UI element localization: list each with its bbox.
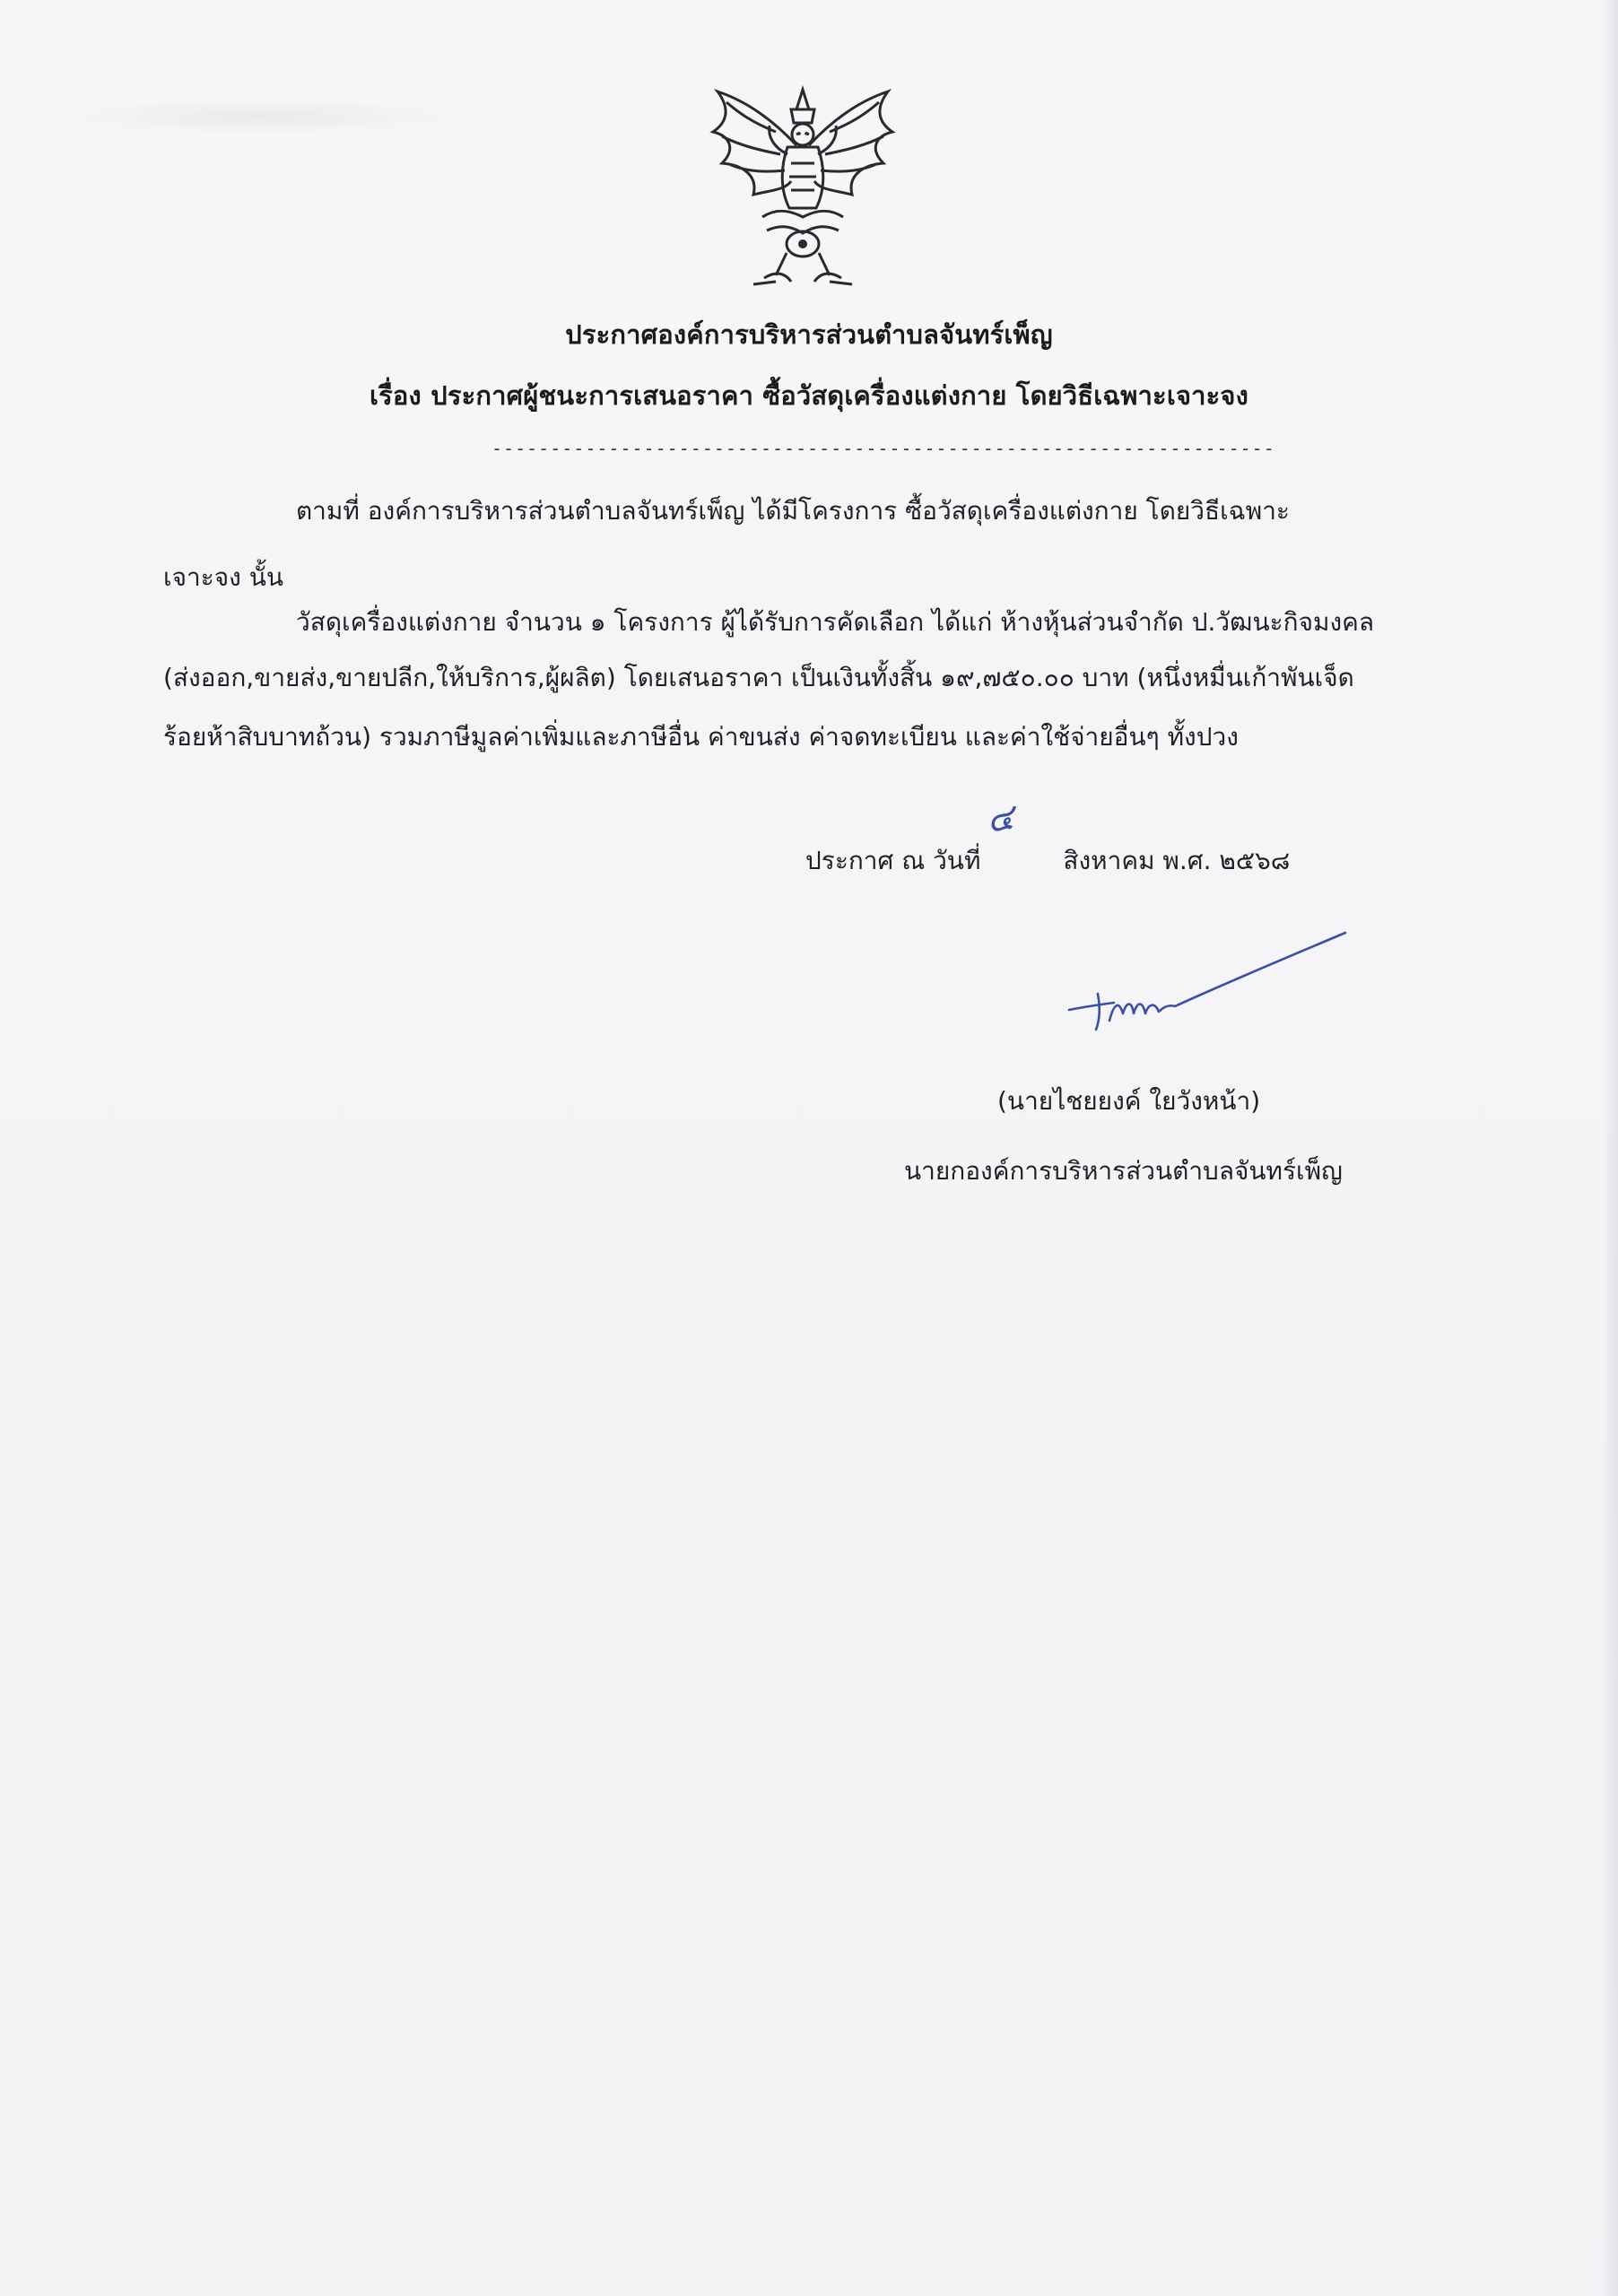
- paragraph-1-line-1: ตามที่ องค์การบริหารส่วนตำบลจันทร์เพ็ญ ได้มีโครงการ ซื้อวัสดุเครื่องแต่งกาย โดยวิธีเฉพาะ: [296, 496, 1290, 526]
- handwritten-day: ๔: [984, 796, 1017, 841]
- paragraph-2-line-3: ร้อยห้าสิบบาทถ้วน) รวมภาษีมูลค่าเพิ่มและภาษีอื่น ค่าขนส่ง ค่าจดทะเบียน และค่าใช้จ่ายอื่นๆ ทั้งปวง: [163, 722, 1239, 752]
- signer-position: นายกองค์การบริหารส่วนตำบลจันทร์เพ็ญ: [904, 1156, 1343, 1186]
- scan-smudge: [54, 99, 466, 135]
- garuda-emblem-icon: [691, 83, 915, 298]
- signature-image: [1060, 931, 1356, 1039]
- announcement-title: ประกาศองค์การบริหารส่วนตำบลจันทร์เพ็ญ: [565, 319, 1053, 350]
- announcement-subject: เรื่อง ประกาศผู้ชนะการเสนอราคา ซื้อวัสดุเครื่องแต่งกาย โดยวิธีเฉพาะเจาะจง: [370, 380, 1248, 411]
- paragraph-2-line-2: (ส่งออก,ขายส่ง,ขายปลีก,ให้บริการ,ผู้ผลิต) โดยเสนอราคา เป็นเงินทั้งสิ้น ๑๙,๗๕๐.๐๐ บาท (หนึ่งหมื่นเก้าพันเจ็ด: [163, 663, 1354, 692]
- paragraph-2-line-1: วัสดุเครื่องแต่งกาย จำนวน ๑ โครงการ ผู้ได้รับการคัดเลือก ได้แก่ ห้างหุ้นส่วนจำกัด ป.วัฒนะกิจมงคล: [296, 607, 1375, 637]
- announcement-date: [805, 841, 1290, 881]
- signer-name: (นายไชยยงค์ ใยวังหน้า): [997, 1086, 1261, 1116]
- date-prefix: ประกาศ ณ วันที่: [805, 846, 981, 875]
- title-divider: -------------------------------------------------------------------: [491, 438, 1275, 459]
- date-month-year: สิงหาคม พ.ศ. ๒๕๖๘: [1063, 846, 1291, 875]
- paragraph-1-line-2: เจาะจง นั้น: [163, 562, 283, 592]
